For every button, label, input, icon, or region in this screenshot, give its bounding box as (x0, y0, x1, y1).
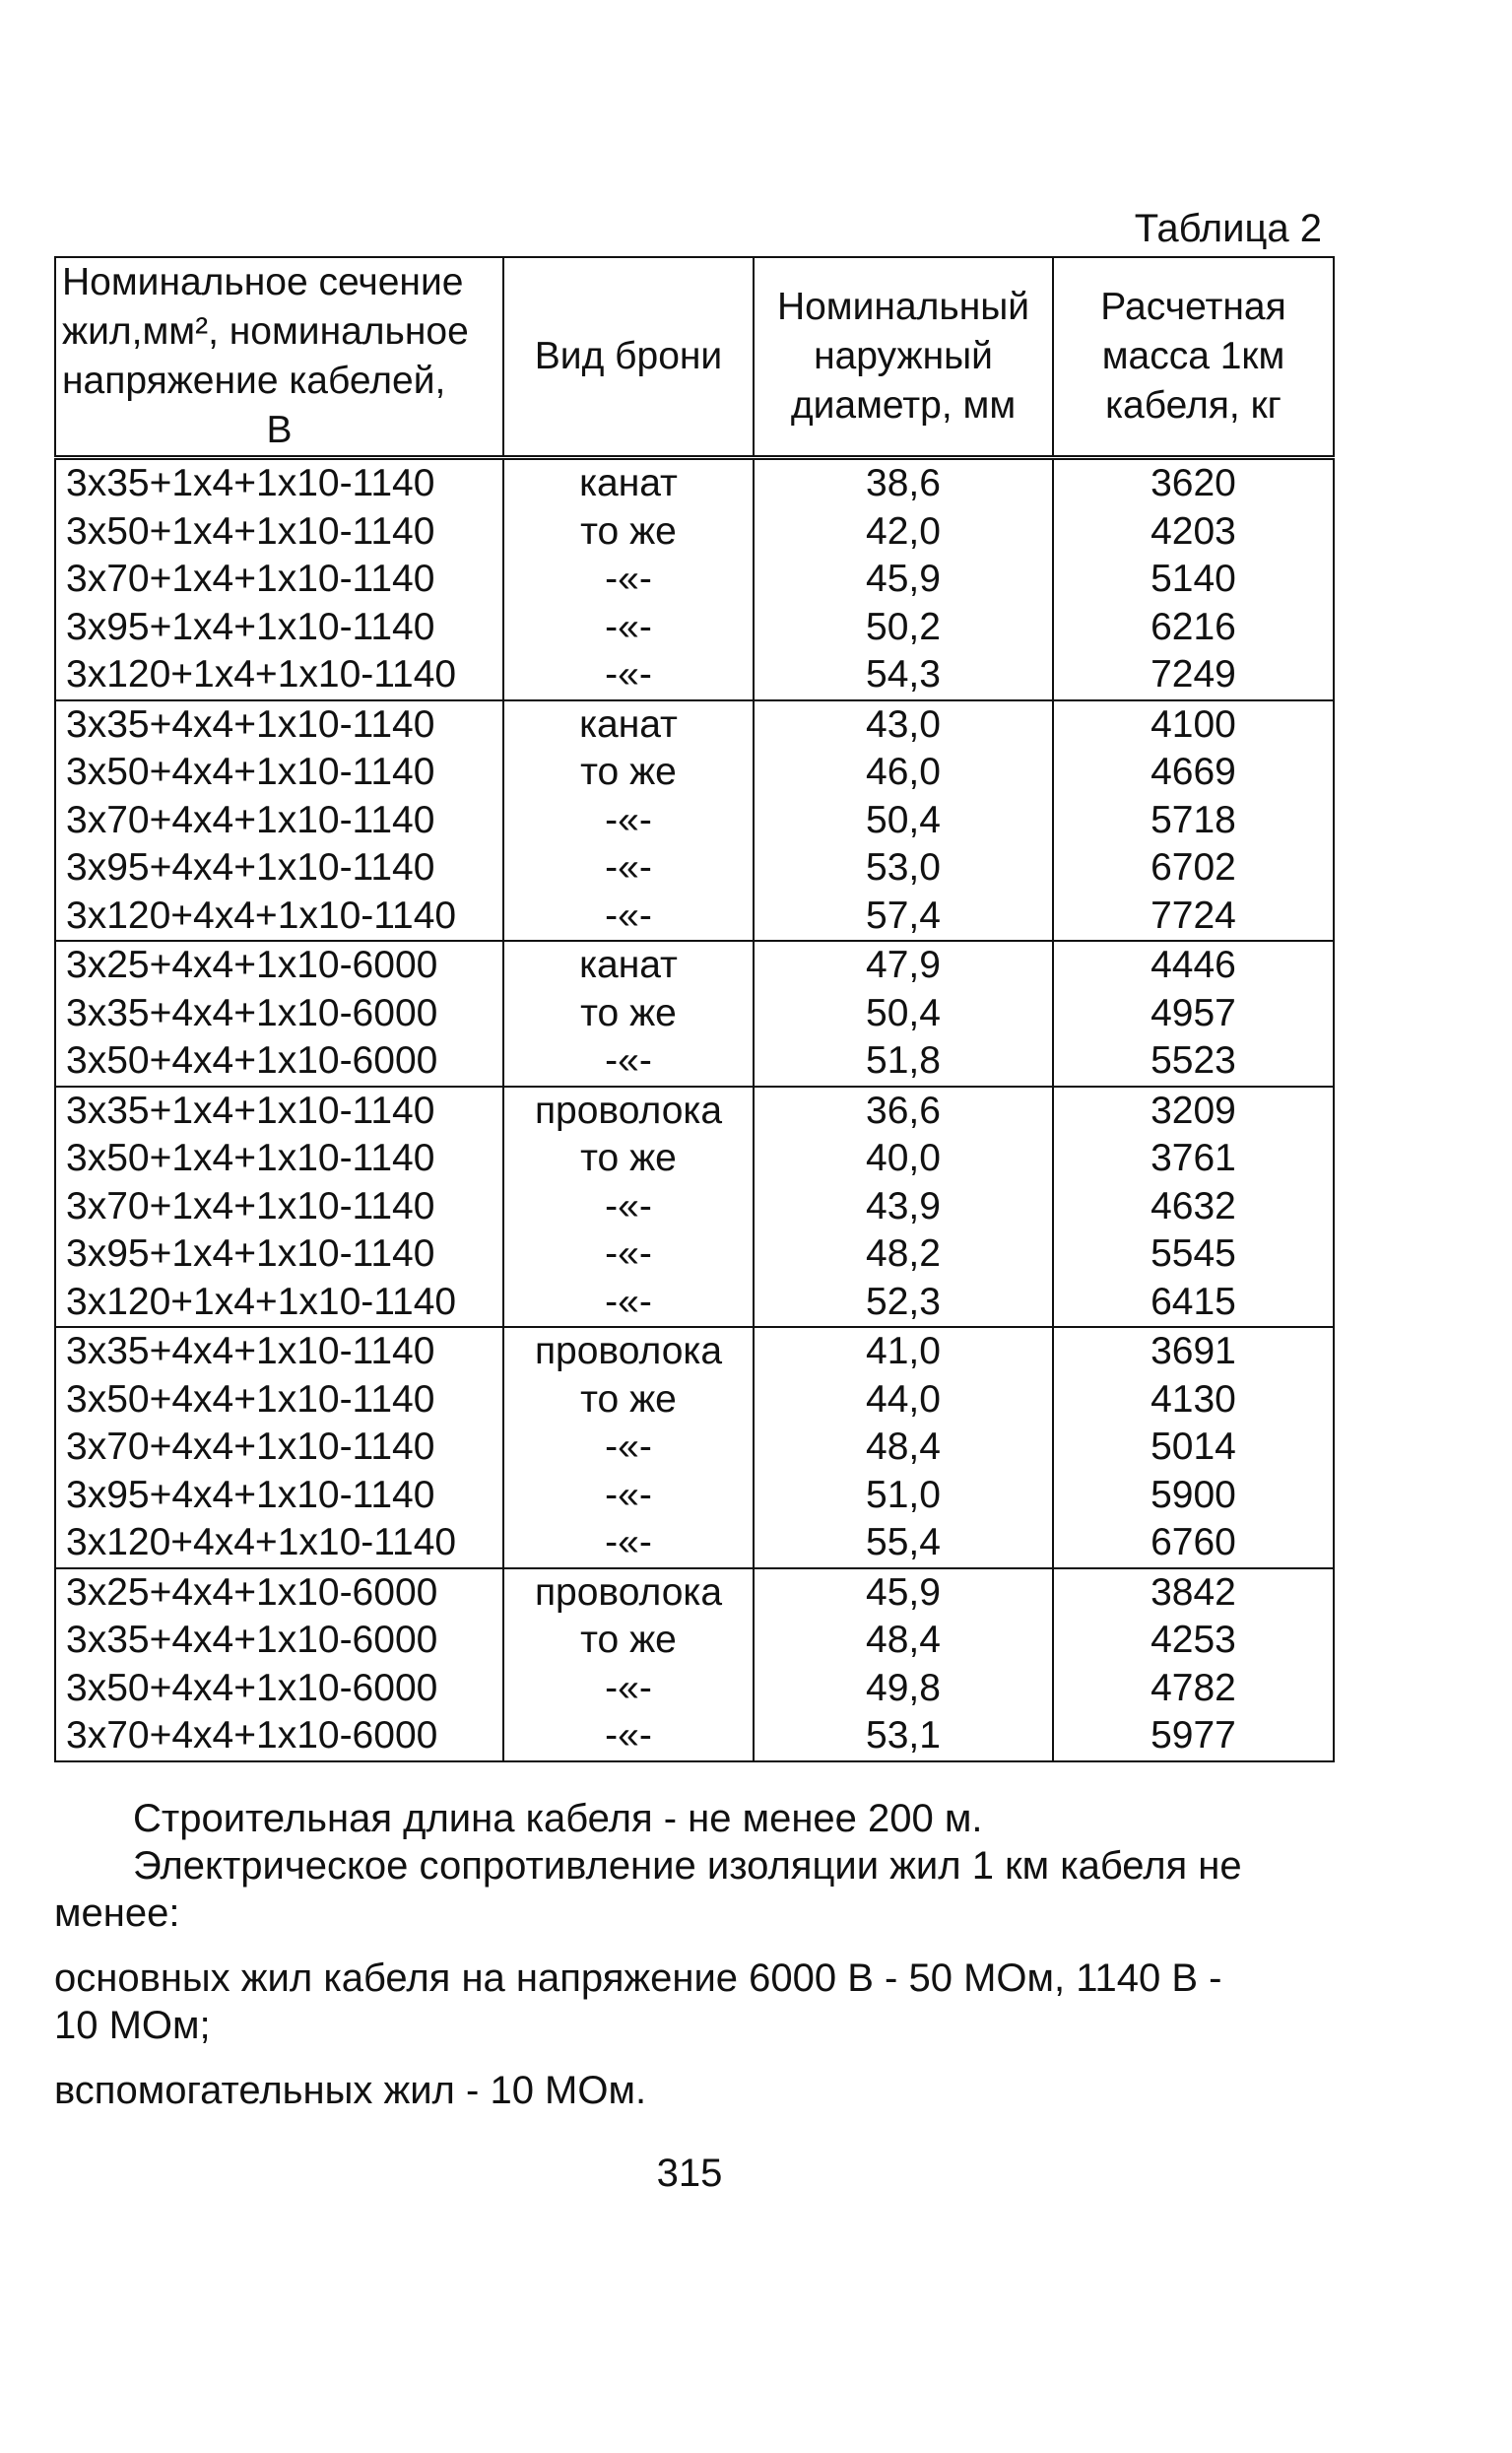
cell-section (55, 458, 503, 700)
table-header-row (55, 257, 1334, 458)
section-value: 3х95+1х4+1х10-1140 (66, 605, 435, 648)
section-value: 3х35+4х4+1х10-1140 (66, 702, 435, 746)
mass-value: 5014 (1150, 1425, 1236, 1468)
cell-mass (1053, 1568, 1334, 1761)
header-diameter-line: наружный (814, 335, 993, 377)
table-body (55, 458, 1334, 1761)
diameter-value: 42,0 (866, 509, 941, 553)
table-row-group (55, 700, 1334, 942)
section-value: 3х25+4х4+1х10-6000 (66, 1570, 438, 1614)
diameter-value: 55,4 (866, 1521, 941, 1563)
header-armor-label: Вид брони (534, 335, 723, 377)
header-armor (503, 257, 754, 458)
armor-value: проволока (534, 1089, 723, 1132)
header-section-line: напряжение кабелей, (62, 360, 446, 402)
armor-value: -«- (605, 558, 652, 600)
armor-value: проволока (534, 1330, 723, 1372)
header-section-line: В (266, 409, 293, 451)
section-value: 3х120+4х4+1х10-1140 (66, 894, 457, 937)
mass-value: 3620 (1150, 462, 1236, 504)
mass-value: 3761 (1150, 1137, 1236, 1179)
mass-value: 5900 (1150, 1473, 1236, 1516)
armor-value: -«- (605, 605, 652, 648)
diameter-value: 43,0 (866, 702, 941, 746)
header-section-line: Номинальное сечение (62, 261, 464, 303)
section-value: 3х70+4х4+1х10-1140 (66, 798, 435, 841)
section-value: 3х95+4х4+1х10-1140 (66, 846, 435, 889)
diameter-value: 38,6 (866, 462, 941, 504)
armor-value: -«- (605, 1714, 652, 1757)
mass-value: 5545 (1150, 1232, 1236, 1275)
cell-section (55, 1087, 503, 1328)
section-value: 3х50+4х4+1х10-1140 (66, 1377, 435, 1421)
cell-armor (503, 1327, 754, 1568)
mass-value: 5140 (1150, 558, 1236, 600)
note-resistance-intro: Электрическое сопротивление изоляции жил 1 км кабеля не менее: (54, 1844, 1242, 1935)
armor-value: то же (580, 1377, 677, 1421)
diameter-value: 46,0 (866, 751, 941, 793)
armor-value: -«- (605, 1425, 652, 1468)
armor-value: -«- (605, 1473, 652, 1516)
cell-armor (503, 1087, 754, 1328)
section-value: 3х70+1х4+1х10-1140 (66, 1184, 435, 1227)
armor-value: то же (580, 751, 677, 793)
table-row-group (55, 458, 1334, 700)
armor-value: -«- (605, 1039, 652, 1082)
table-row-group (55, 1087, 1334, 1328)
header-mass-line: масса 1км (1101, 335, 1285, 377)
mass-value: 4669 (1150, 751, 1236, 793)
armor-value: -«- (605, 846, 652, 889)
header-diameter (754, 257, 1053, 458)
diameter-value: 50,4 (866, 991, 941, 1034)
notes-block (54, 1795, 1271, 2114)
mass-value: 4782 (1150, 1666, 1236, 1709)
diameter-value: 52,3 (866, 1280, 941, 1323)
cell-section (55, 941, 503, 1087)
cell-armor (503, 458, 754, 700)
cell-diameter (754, 1087, 1053, 1328)
mass-value: 4100 (1150, 702, 1236, 746)
cell-armor (503, 700, 754, 942)
diameter-value: 44,0 (866, 1377, 941, 1421)
cell-mass (1053, 700, 1334, 942)
mass-value: 3691 (1150, 1330, 1236, 1372)
cell-armor (503, 1568, 754, 1761)
section-value: 3х120+4х4+1х10-1140 (66, 1521, 457, 1563)
section-value: 3х70+1х4+1х10-1140 (66, 558, 435, 600)
mass-value: 7249 (1150, 653, 1236, 696)
cell-mass (1053, 1087, 1334, 1328)
mass-value: 6760 (1150, 1521, 1236, 1563)
armor-value: то же (580, 991, 677, 1034)
cable-specs-table (54, 256, 1335, 1762)
diameter-value: 54,3 (866, 653, 941, 696)
cell-mass (1053, 941, 1334, 1087)
section-value: 3х35+1х4+1х10-1140 (66, 1089, 435, 1132)
mass-value: 4446 (1150, 944, 1236, 986)
armor-value: то же (580, 1619, 677, 1661)
armor-value: -«- (605, 894, 652, 937)
mass-value: 5977 (1150, 1714, 1236, 1757)
mass-value: 4957 (1150, 991, 1236, 1034)
mass-value: 6216 (1150, 605, 1236, 648)
section-value: 3х35+1х4+1х10-1140 (66, 462, 435, 504)
armor-value: -«- (605, 1232, 652, 1275)
cell-diameter (754, 1327, 1053, 1568)
armor-value: -«- (605, 1666, 652, 1709)
armor-value: проволока (534, 1570, 723, 1614)
diameter-value: 45,9 (866, 1570, 941, 1614)
cell-section (55, 700, 503, 942)
section-value: 3х70+4х4+1х10-1140 (66, 1425, 435, 1468)
table-caption: Таблица 2 (1134, 207, 1322, 250)
cell-mass (1053, 458, 1334, 700)
section-value: 3х120+1х4+1х10-1140 (66, 653, 457, 696)
cell-diameter (754, 941, 1053, 1087)
section-value: 3х35+4х4+1х10-6000 (66, 991, 438, 1034)
header-mass-line: Расчетная (1100, 286, 1286, 328)
section-value: 3х50+1х4+1х10-1140 (66, 1137, 435, 1179)
armor-value: -«- (605, 1184, 652, 1227)
page-number: 315 (656, 2152, 723, 2195)
diameter-value: 53,0 (866, 846, 941, 889)
section-value: 3х50+1х4+1х10-1140 (66, 509, 435, 553)
cell-section (55, 1327, 503, 1568)
header-mass (1053, 257, 1334, 458)
section-value: 3х95+4х4+1х10-1140 (66, 1473, 435, 1516)
armor-value: -«- (605, 1280, 652, 1323)
note-aux-cores: вспомогательных жил - 10 МОм. (54, 2069, 647, 2112)
header-diameter-line: Номинальный (776, 286, 1030, 328)
table-row-group (55, 941, 1334, 1087)
table-row-group (55, 1327, 1334, 1568)
header-mass-line: кабеля, кг (1105, 384, 1282, 427)
cell-armor (503, 941, 754, 1087)
armor-value: -«- (605, 798, 652, 841)
mass-value: 5523 (1150, 1039, 1236, 1082)
diameter-value: 50,4 (866, 798, 941, 841)
diameter-value: 49,8 (866, 1666, 941, 1709)
diameter-value: 57,4 (866, 894, 941, 937)
armor-value: -«- (605, 653, 652, 696)
mass-value: 4130 (1150, 1377, 1236, 1421)
section-value: 3х35+4х4+1х10-6000 (66, 1619, 438, 1661)
note-cable-length: Строительная длина кабеля - не менее 200 м. (133, 1797, 983, 1840)
diameter-value: 43,9 (866, 1184, 941, 1227)
note-main-cores: основных жил кабеля на напряжение 6000 В - 50 МОм, 1140 В - 10 МОм; (54, 1956, 1222, 2047)
cell-mass (1053, 1327, 1334, 1568)
diameter-value: 48,4 (866, 1619, 941, 1661)
cell-diameter (754, 700, 1053, 942)
section-value: 3х35+4х4+1х10-1140 (66, 1330, 435, 1372)
diameter-value: 40,0 (866, 1137, 941, 1179)
section-value: 3х50+4х4+1х10-6000 (66, 1039, 438, 1082)
mass-value: 4203 (1150, 509, 1236, 553)
mass-value: 5718 (1150, 798, 1236, 841)
mass-value: 6415 (1150, 1280, 1236, 1323)
diameter-value: 51,8 (866, 1039, 941, 1082)
armor-value: канат (579, 702, 678, 746)
diameter-value: 48,4 (866, 1425, 941, 1468)
cell-section (55, 1568, 503, 1761)
cell-diameter (754, 1568, 1053, 1761)
table-row-group (55, 1568, 1334, 1761)
section-value: 3х120+1х4+1х10-1140 (66, 1280, 457, 1323)
header-section (55, 257, 503, 458)
armor-value: то же (580, 509, 677, 553)
mass-value: 3842 (1150, 1570, 1236, 1614)
mass-value: 6702 (1150, 846, 1236, 889)
armor-value: -«- (605, 1521, 652, 1563)
armor-value: то же (580, 1137, 677, 1179)
section-value: 3х50+4х4+1х10-1140 (66, 751, 435, 793)
diameter-value: 53,1 (866, 1714, 941, 1757)
armor-value: канат (579, 944, 678, 986)
diameter-value: 48,2 (866, 1232, 941, 1275)
cell-diameter (754, 458, 1053, 700)
diameter-value: 51,0 (866, 1473, 941, 1516)
mass-value: 7724 (1150, 894, 1236, 937)
section-value: 3х70+4х4+1х10-6000 (66, 1714, 438, 1757)
diameter-value: 41,0 (866, 1330, 941, 1372)
diameter-value: 36,6 (866, 1089, 941, 1132)
mass-value: 4253 (1150, 1619, 1236, 1661)
diameter-value: 47,9 (866, 944, 941, 986)
section-value: 3х25+4х4+1х10-6000 (66, 944, 438, 986)
header-diameter-line: диаметр, мм (790, 384, 1017, 427)
section-value: 3х95+1х4+1х10-1140 (66, 1232, 435, 1275)
mass-value: 4632 (1150, 1184, 1236, 1227)
armor-value: канат (579, 462, 678, 504)
mass-value: 3209 (1150, 1089, 1236, 1132)
diameter-value: 50,2 (866, 605, 941, 648)
diameter-value: 45,9 (866, 558, 941, 600)
section-value: 3х50+4х4+1х10-6000 (66, 1666, 438, 1709)
header-section-line: жил,мм², номинальное (62, 310, 469, 353)
